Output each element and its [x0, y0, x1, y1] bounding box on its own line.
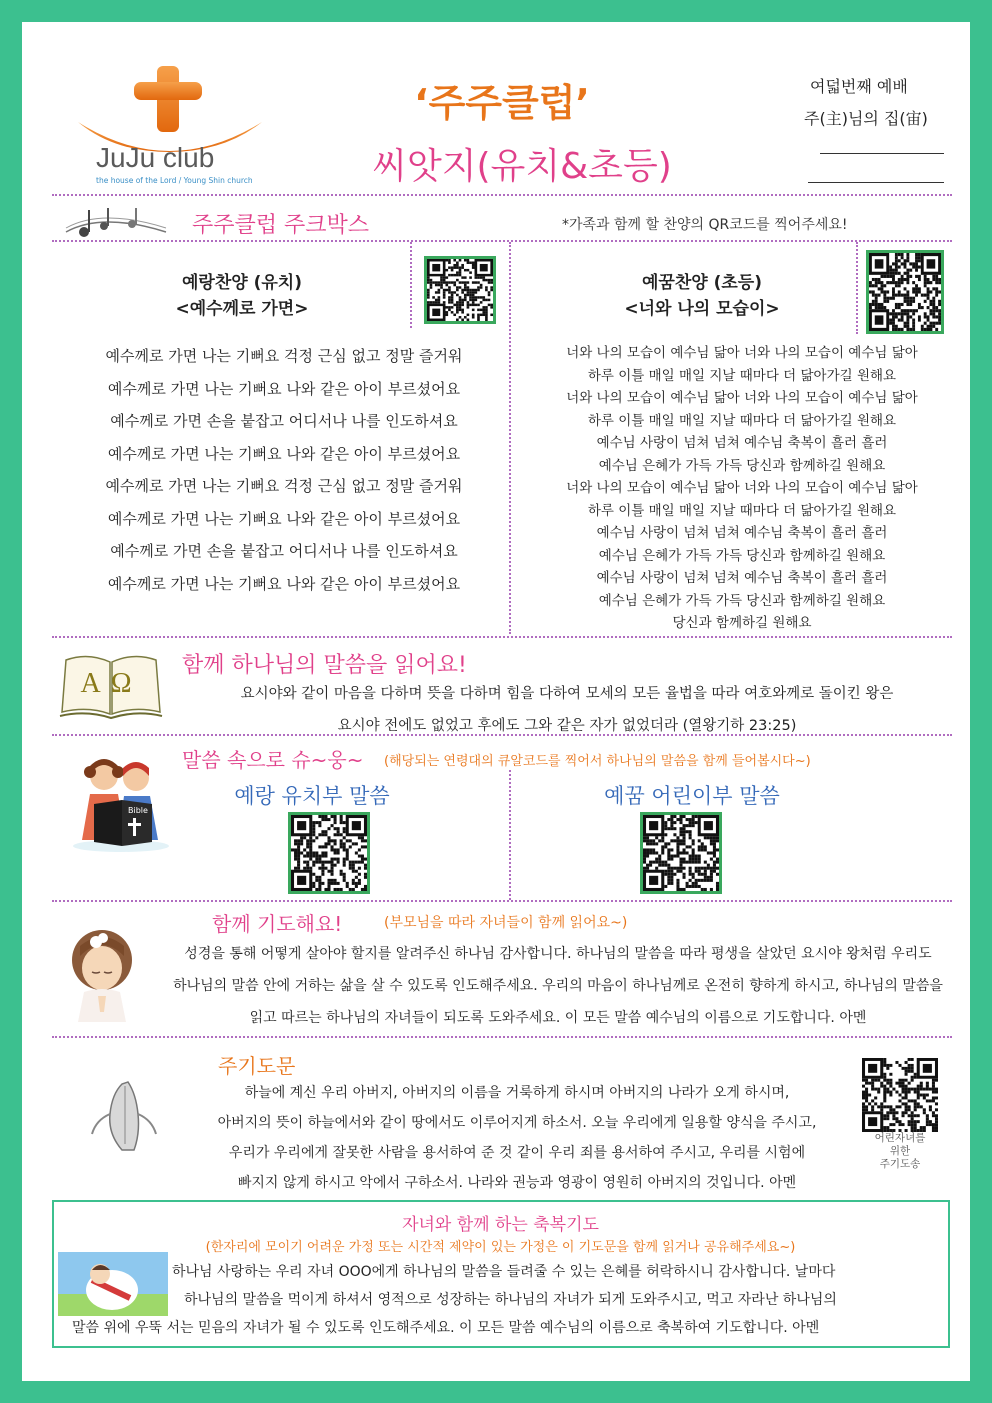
lyric-line: 예수께로 가면 나는 기뻐요 나와 같은 아이 부르셨어요: [107, 509, 461, 528]
prayer-text: [158, 938, 958, 1034]
name-line-2: [808, 182, 944, 183]
blessing-text: [60, 1258, 942, 1342]
logo: [74, 60, 264, 185]
alpha-omega-label: AΩ: [80, 668, 142, 699]
kids-reading-illustration: [66, 754, 176, 854]
elementary-sermon-label: 예꿈 어린이부 말씀: [604, 784, 780, 808]
blessing-line: 하나님의 말씀을 먹이게 하셔서 영적으로 성장하는 하나님의 자녀가 되게 도와주시고, 먹고 자라난 하나님의: [184, 1292, 837, 1308]
song-left-lyrics: [74, 340, 494, 600]
lyric-line: 예수께로 가면 나는 기뻐요 나와 같은 아이 부르셨어요: [107, 379, 461, 398]
lyric-line: 예수님 사랑이 넘쳐 넘쳐 예수님 축복이 흘러 흘러: [596, 435, 888, 451]
praying-hands-illustration: [82, 1074, 172, 1154]
bible-label: Bible: [128, 806, 148, 815]
lords-prayer-title: 주기도문: [218, 1054, 296, 1078]
logo-tagline: the house of the Lord / Young Shin church: [96, 176, 253, 185]
lyric-line: 예수님 은혜가 가득 가득 당신과 함께하길 원해요: [598, 547, 886, 564]
worksheet-page: [22, 22, 970, 1381]
elementary-sermon-qr-code[interactable]: [640, 812, 722, 894]
lords-prayer-text: [172, 1078, 862, 1198]
lords-prayer-line: 아버지의 뜻이 하늘에서와 같이 땅에서도 이루어지게 하소서. 오늘 우리에게 일용할 양식을 주시고,: [217, 1115, 817, 1131]
song-right-title: 예꿈찬양 (초등): [642, 273, 762, 293]
music-notes-icon: [62, 202, 172, 240]
open-book-icon: [58, 650, 164, 720]
blessing-line: 하나님 사랑하는 우리 자녀 OOO에게 하나님의 말씀을 들려줄 수 있는 은혜를 허락하시니 감사합니다. 날마다: [172, 1264, 836, 1280]
song-left-title: 예랑찬양 (유치): [182, 273, 302, 293]
lyric-line: 예수께로 가면 손을 붙잡고 어디서나 나를 인도하셔요: [110, 542, 458, 560]
blessing-line: 말씀 위에 우뚝 서는 믿음의 자녀가 될 수 있도록 인도해주세요. 이 모든 말씀 예수님의 이름으로 축복하여 기도합니다. 아멘: [72, 1320, 820, 1336]
prayer-line: 읽고 따르는 하나님의 자녀들이 되도록 도와주세요. 이 모든 말씀 예수님의 이름으로 기도합니다. 아멘: [249, 1010, 867, 1026]
jukebox-title: 주주클럽 주크박스: [192, 213, 370, 238]
lyric-line: 당신과 함께하길 원해요: [672, 615, 812, 631]
lords-prayer-qr-caption: 어린자녀를 위한 주기도송: [874, 1132, 926, 1170]
reading-line: 요시야 전에도 없었고 후에도 그와 같은 자가 없었더라 (열왕기하 23:25): [337, 718, 797, 734]
lyric-line: 예수께로 가면 나는 기뻐요 나와 같은 아이 부르셨어요: [107, 444, 461, 463]
reading-text: [172, 678, 962, 742]
lords-prayer-line: 우리가 우리에게 잘못한 사람을 용서하여 준 것 같이 우리 죄를 용서하여 주시고, 우리를 시험에: [228, 1145, 806, 1161]
lyric-line: 예수께로 가면 나는 기뻐요 걱정 근심 없고 정말 즐거워: [105, 347, 463, 365]
lyric-line: 하루 이틀 매일 매일 지날 때마다 더 닮아가길 원해요: [587, 367, 897, 384]
lyric-line: 너와 나의 모습이 예수님 닮아 너와 나의 모습이 예수님 닮아: [566, 345, 918, 361]
lords-prayer-line: 빠지지 않게 하시고 악에서 구하소서. 나라와 권능과 영광이 영원히 아버지의 것입니다. 아멘: [237, 1175, 797, 1191]
logo-text: JuJu club: [96, 142, 215, 173]
lyric-line: 너와 나의 모습이 예수님 닮아 너와 나의 모습이 예수님 닮아: [566, 480, 918, 496]
blessing-box: [52, 1200, 950, 1348]
lyric-line: 예수님 은혜가 가득 가득 당신과 함께하길 원해요: [598, 457, 886, 474]
preschool-sermon-label: 예랑 유치부 말씀: [234, 784, 390, 808]
praying-child-illustration: [58, 916, 148, 1024]
song-left-qr-code[interactable]: [424, 256, 496, 324]
lords-prayer-qr-code[interactable]: [862, 1058, 938, 1132]
name-line-1: [820, 153, 944, 154]
blessing-title: 자녀와 함께 하는 축복기도: [402, 1215, 599, 1235]
song-right-qr-code[interactable]: [866, 250, 944, 334]
lyric-line: 하루 이틀 매일 매일 지날 때마다 더 닮아가길 원해요: [587, 412, 897, 429]
prayer-line: 하나님의 말씀 안에 거하는 삶을 살 수 있도록 인도해주세요. 우리의 마음이 하나님께로 온전히 향하게 하시고, 하나님의 말씀을: [173, 978, 943, 994]
week-label: 여덟번째 예배: [810, 77, 908, 96]
preschool-sermon-qr-code[interactable]: [288, 812, 370, 894]
song-right-lyrics: [514, 342, 970, 635]
song-right-name: <너와 나의 모습이>: [624, 299, 780, 319]
song-left-name: <예수께로 가면>: [175, 299, 309, 319]
lyric-line: 예수께로 가면 손을 붙잡고 어디서나 나를 인도하셔요: [110, 412, 458, 430]
jukebox-note: *가족과 함께 할 찬양의 QR코드를 찍어주세요!: [562, 217, 848, 233]
sermon-title: 말씀 속으로 슈~웅~: [182, 748, 364, 772]
prayer-title: 함께 기도해요!: [212, 912, 343, 936]
blessing-note: (한자리에 모이기 어려운 가정 또는 시간적 제약이 있는 가정은 이 기도문을 함께 읽거나 공유해주세요~): [205, 1240, 796, 1255]
lyric-line: 예수님 사랑이 넘쳐 넘쳐 예수님 축복이 흘러 흘러: [596, 570, 888, 586]
lyric-line: 너와 나의 모습이 예수님 닮아 너와 나의 모습이 예수님 닮아: [566, 390, 918, 406]
lyric-line: 예수께로 가면 나는 기뻐요 나와 같은 아이 부르셨어요: [107, 574, 461, 593]
house-label: 주(主)님의 집(宙): [804, 109, 928, 128]
lyric-line: 예수께로 가면 나는 기뻐요 걱정 근심 없고 정말 즐거워: [105, 477, 463, 495]
reading-line: 요시야와 같이 마음을 다하며 뜻을 다하며 힘을 다하여 모세의 모든 율법을 따라 여호와께로 돌이킨 왕은: [240, 686, 894, 702]
lyric-line: 예수님 은혜가 가득 가득 당신과 함께하길 원해요: [598, 592, 886, 609]
page-title: ‘주주클럽’: [414, 81, 590, 125]
reading-title: 함께 하나님의 말씀을 읽어요!: [182, 653, 467, 678]
prayer-line: 성경을 통해 어떻게 살아야 할지를 알려주신 하나님 감사합니다. 하나님의 말씀을 따라 평생을 살았던 요시야 왕처럼 우리도: [184, 946, 932, 962]
lyric-line: 하루 이틀 매일 매일 지날 때마다 더 닮아가길 원해요: [587, 502, 897, 519]
lords-prayer-line: 하늘에 계신 우리 아버지, 아버지의 이름을 거룩하게 하시며 아버지의 나라가 오게 하시며,: [244, 1085, 790, 1101]
prayer-note: (부모님을 따라 자녀들이 함께 읽어요~): [384, 915, 628, 931]
page-subtitle: 씨앗지(유치&초등): [372, 146, 672, 187]
lyric-line: 예수님 사랑이 넘쳐 넘쳐 예수님 축복이 흘러 흘러: [596, 525, 888, 541]
sermon-note: (해당되는 연령대의 큐알코드를 찍어서 하나님의 말씀을 함께 들어봅시다~): [384, 754, 811, 769]
